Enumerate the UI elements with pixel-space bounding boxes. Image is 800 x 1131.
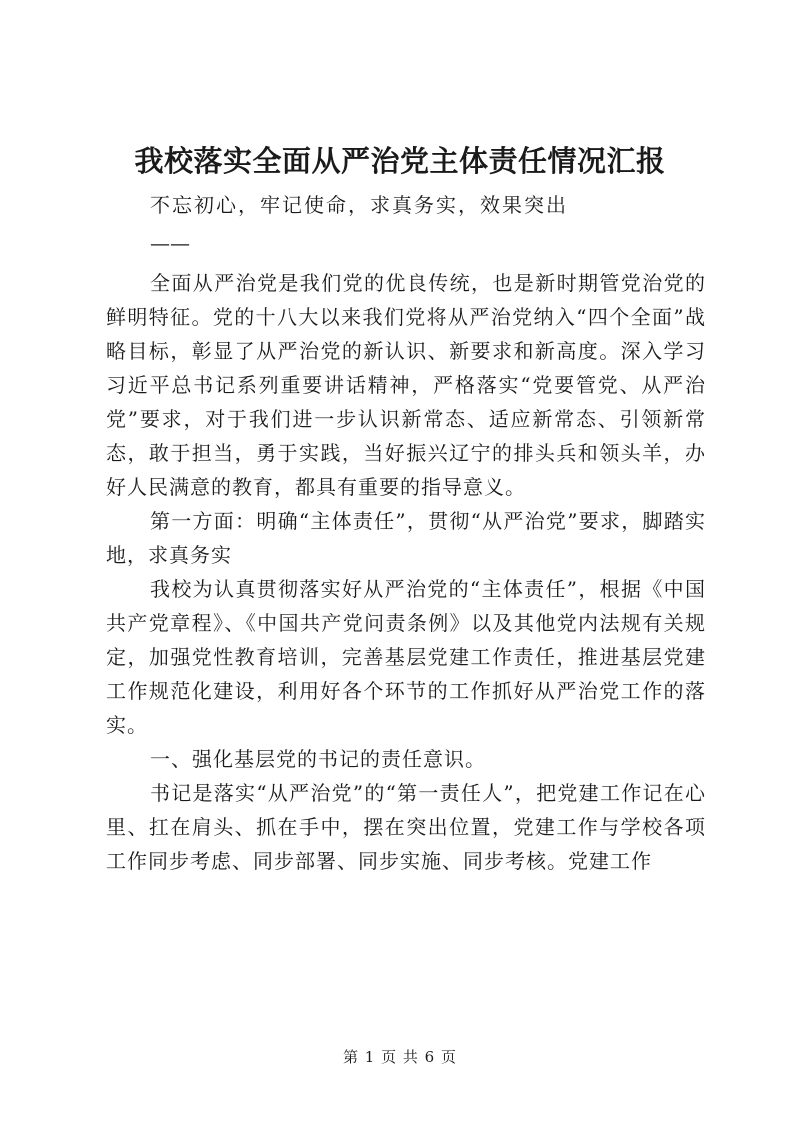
paragraph-school-measures: 我校为认真贯彻落实好从严治党的“主体责任”，根据《中国共产党章程》、《中国共产党问责条例》以及其他党内法规有关规定，加强党性教育培训，完善基层党建工作责任，推进基层党建工作规范化建设，利用好各个环节的工作抓好从严治党工作的落实。 [106,577,706,737]
paragraph-section-heading: 第一方面：明确“主体责任”，贯彻“从严治党”要求，脚踏实地，求真务实 [106,509,706,567]
subtitle-dash: —— [150,231,190,255]
body-text [106,266,706,878]
paragraph-intro: 全面从严治党是我们党的优良传统，也是新时期管党治党的鲜明特征。党的十八大以来我们党将从严治党纳入“四个全面”战略目标，彰显了从严治党的新认识、新要求和新高度。深入学习习近平总书记系列重要讲话精神，严格落实“党要管党、从严治党”要求，对于我们进一步认识新常态、适应新常态、引领新常态，敢于担当，勇于实践，当好振兴辽宁的排头兵和领头羊，办好人民满意的教育，都具有重要的指导意义。 [106,271,706,499]
page-footer: 第 1 页 共 6 页 [343,1048,457,1066]
paragraph-secretary-role: 书记是落实“从严治党”的“第一责任人”，把党建工作记在心里、扛在肩头、抓在手中，摆在突出位置，党建工作与学校各项工作同步考虑、同步部署、同步实施、同步考核。党建工作 [106,781,706,873]
paragraph-item-heading: 一、强化基层党的书记的责任意识。 [150,747,486,771]
document-subtitle: 不忘初心，牢记使命，求真务实，效果突出 [150,193,568,217]
document-title: 我校落实全面从严治党主体责任情况汇报 [134,144,666,178]
